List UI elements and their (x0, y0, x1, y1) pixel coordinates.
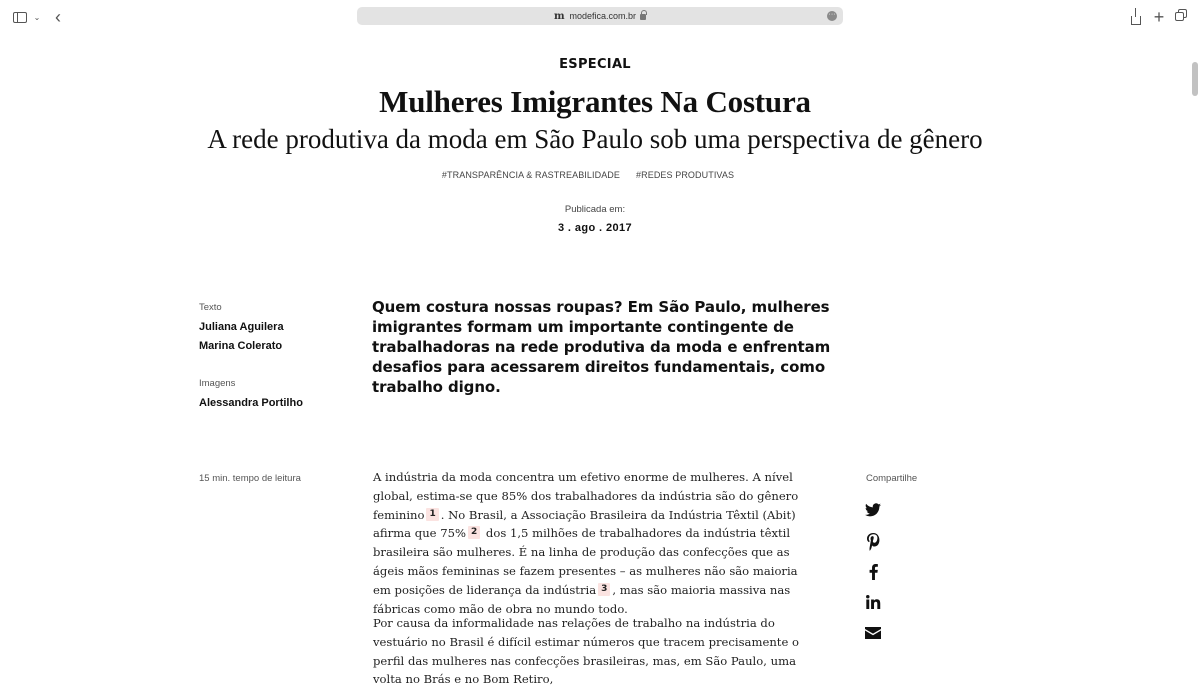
author-name: Juliana Aguilera (199, 321, 284, 333)
browser-toolbar (0, 0, 1200, 34)
scrollbar[interactable] (1192, 62, 1198, 96)
more-options-icon[interactable]: ··· (827, 11, 837, 21)
footnote-ref[interactable]: 1 (426, 508, 438, 521)
new-tab-button[interactable]: + (1153, 6, 1165, 27)
published-date: 3 . ago . 2017 (557, 222, 633, 234)
email-icon[interactable] (864, 624, 882, 642)
article-lead: Quem costura nossas roupas? Em São Paulo, mulheres imigrantes formam um importante contingente de trabalhadoras na rede produtiva da moda e enfrentam desafios para acessarem direitos fundamentais, como trabalho digno. (372, 298, 831, 396)
share-button[interactable] (1129, 8, 1143, 26)
lock-icon (640, 14, 646, 20)
tag-link-transparencia[interactable]: #TRANSPARÊNCIA & RASTREABILIDADE (441, 170, 621, 180)
author-name: Marina Colerato (199, 340, 283, 352)
images-credit-label: Imagens (199, 378, 236, 389)
read-time: 15 min. tempo de leitura (199, 473, 301, 484)
linkedin-icon[interactable] (864, 593, 882, 611)
article-paragraph: Por causa da informalidade nas relações de trabalho na indústria do vestuário no Brasil é difícil estimar números que tracem precisamente o perfil das mulheres nas confecções brasileiras, mas, em São Paulo, uma volta no Brás e no Bom Retiro, (373, 616, 799, 687)
tag-link-redes[interactable]: #REDES PRODUTIVAS (636, 170, 735, 180)
published-label: Publicada em: (564, 204, 626, 215)
photographer-name: Alessandra Portilho (199, 397, 303, 409)
url-text: modefica.com.br (569, 11, 637, 21)
page-title: Mulheres Imigrantes Na Costura (379, 84, 811, 119)
pinterest-icon[interactable] (864, 532, 882, 550)
page-subtitle: A rede produtiva da moda em São Paulo sob uma perspectiva de gênero (207, 124, 983, 154)
footnote-ref[interactable]: 3 (598, 583, 610, 596)
article-paragraph: A indústria da moda concentra um efetivo enorme de mulheres. A nível global, estima-se que 85% dos trabalhadores da indústria são do gênero feminino 1 . No Brasil, a Associação Brasileira da Indústria Têxtil (Abit) afirma que 75% 2 dos 1,5 milhões de trabalhadores da indústria têxtil brasileira são mulheres. É na linha de produção das confecções que as ágeis mãos femininas se fazem presentes – as mulheres não são maioria em posições de liderança da indústria 3 , mas são maioria massiva nas fábricas como mão de obra no mundo todo. (373, 470, 799, 616)
footnote-ref[interactable]: 2 (468, 526, 480, 539)
sidebar-toggle-icon[interactable] (12, 8, 28, 26)
address-bar[interactable] (357, 7, 843, 25)
tab-overview-button[interactable] (1175, 8, 1189, 26)
facebook-icon[interactable] (864, 563, 882, 581)
back-button[interactable]: ‹ (55, 6, 61, 27)
share-label: Compartilhe (866, 473, 918, 484)
section-kicker: ESPECIAL (559, 57, 631, 72)
text-credit-label: Texto (199, 302, 222, 313)
site-favicon: m (553, 10, 565, 22)
twitter-icon[interactable] (864, 501, 882, 519)
chevron-down-icon[interactable]: ⌄ (33, 12, 41, 22)
tag-list (0, 170, 1176, 180)
